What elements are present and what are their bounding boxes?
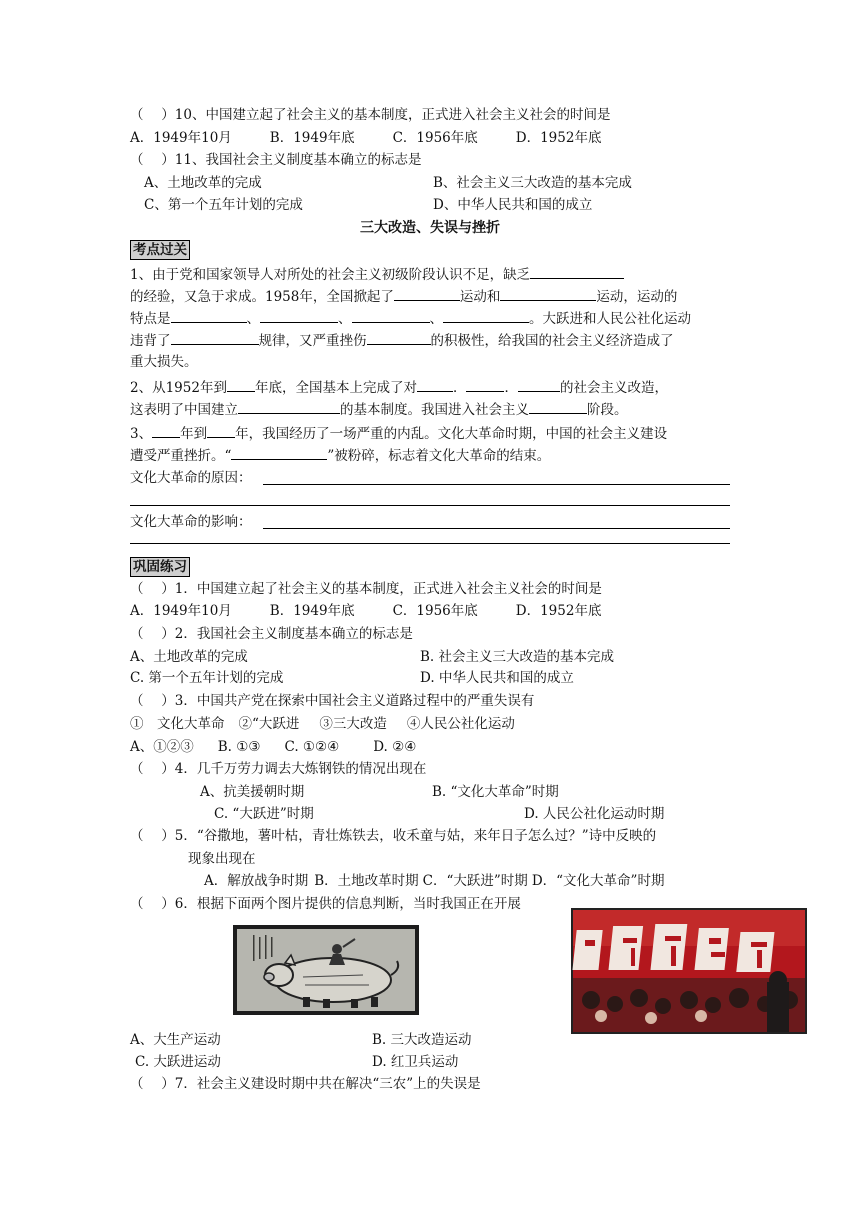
g-q2-opt-c: C. 第一个五年计划的完成 [130,670,284,686]
cause-answer-line-1[interactable] [263,484,730,485]
g-q5-opt-b: B．土地改革时期 [314,873,419,889]
blank-feature-4[interactable] [443,308,529,323]
g-q1-options [130,601,601,621]
p2-text-e: 的社会主义改造， [559,380,668,396]
q11-stem: （ ）11、我国社会主义制度基本确立的标志是 [130,152,422,168]
g-q5-opt-c: C．“大跃进”时期 [422,873,528,889]
g-q3-item-3: ③三大改造 [319,716,387,732]
p3-text-b: 年到 [180,426,208,442]
kaodian-heading: 考点过关 [130,240,190,260]
p2-text-g: 的基本制度。我国进入社会主义 [340,402,529,418]
q11-opt-b: B、社会主义三大改造的基本完成 [433,175,632,191]
p1-text-d: 运动，运动的 [596,289,678,305]
q10-stem: （ ）10、中国建立起了社会主义的基本制度，正式进入社会主义社会的时间是 [130,107,611,123]
p1-text-b: 的经验，又急于求成。1958年，全国掀起了 [130,289,394,305]
red-poster-photo [571,908,807,1034]
blank-law[interactable] [171,330,259,345]
blank-movement-2[interactable] [500,286,596,301]
p1-sep-3: 、 [429,311,443,327]
p3-text-e: ”被粉碎，标志着文化大革命的结束。 [327,448,551,464]
p1-line1 [130,264,624,284]
g-q6-opt-b: B. 三大改造运动 [372,1032,472,1048]
effect-answer-line-2[interactable] [130,543,730,544]
blank-feature-3[interactable] [352,308,430,323]
g-q1-opt-c: C．1956年底 [392,603,478,619]
blank-movement-1[interactable] [394,286,460,301]
g-q4-stem: （ ）4．几千万劳力调去大炼钢铁的情况出现在 [130,761,427,777]
g-q4-opt-d: D. 人民公社化运动时期 [524,806,665,822]
p2-text-h: 阶段。 [587,402,628,418]
blank-system[interactable] [238,399,340,414]
g-q5-opt-d: D．“文化大革命”时期 [531,873,665,889]
g-q3-opt-a: A、①②③ [130,739,194,755]
g-q2-opt-b: B. 社会主义三大改造的基本完成 [420,649,615,665]
g-q3-opt-c: C. ①②④ [284,739,340,755]
blank-group[interactable] [367,330,431,345]
blank-experience[interactable] [530,264,624,279]
q10-opt-d: D．1952年底 [515,130,602,146]
g-q7-stem: （ ）7．社会主义建设时期中共在解决“三农”上的失误是 [130,1076,481,1092]
g-q4-opt-b: B. “文化大革命”时期 [432,784,559,800]
p3-line2 [130,445,550,465]
p2-sep-1: ． [452,380,467,396]
cause-label: 文化大革命的原因： [130,470,252,486]
g-q6-stem: （ ）6．根据下面两个图片提供的信息判断，当时我国正在开展 [130,896,521,912]
g-q3-item-4: ④人民公社化运动 [406,716,515,732]
blank-gang[interactable] [231,445,327,460]
pig-cartoon-image [233,925,419,1015]
blank-transform-2[interactable] [466,377,504,392]
blank-feature-1[interactable] [171,308,247,323]
p1-line3 [130,308,691,328]
g-q1-opt-b: B．1949年底 [269,603,355,619]
g-q1-opt-d: D．1952年底 [515,603,602,619]
g-q5-options [204,871,664,891]
g-q3-item-2: ②“大跃进 [238,716,300,732]
p1-text-k: 规律，又严重挫伤 [258,333,367,349]
g-q4-opt-a: A、抗美援朝时期 [200,784,305,800]
p2-text-a: 2、从1952年到 [130,380,227,396]
pig-cartoon-svg [233,925,419,1015]
p1-line4 [130,330,674,350]
g-q2-opt-a: A、土地改革的完成 [130,649,248,665]
blank-stage[interactable] [529,399,587,414]
q11-opt-d: D、中华人民共和国的成立 [433,197,593,213]
g-q5-stem: （ ）5．“谷撒地，薯叶枯，青壮炼铁去，收禾童与姑，来年日子怎么过？”诗中反映的 [130,828,657,844]
blank-end-year[interactable] [207,423,235,438]
red-poster-svg [571,908,807,1034]
g-q5-stem-2: 现象出现在 [188,851,256,867]
g-q4-opt-c: C. “大跃进”时期 [214,806,314,822]
p3-text-a: 3、 [130,426,153,442]
g-q3-opt-b: B. ①③ [217,739,261,755]
p2-text-f: 这表明了中国建立 [130,402,238,418]
cause-answer-line-2[interactable] [130,505,730,506]
q10-opt-b: B．1949年底 [269,130,355,146]
blank-transform-1[interactable] [417,377,453,392]
g-q6-opt-c: C. 大跃进运动 [135,1054,221,1070]
p1-line2 [130,286,677,306]
p3-text-c: 年，我国经历了一场严重的内乱。文化大革命时期，中国的社会主义建设 [235,426,668,442]
p1-text-a: 1、由于党和国家领导人对所处的社会主义初级阶段认识不足，缺乏 [130,267,531,283]
p1-text-i: 。大跃进和人民公社化运动 [529,311,691,327]
q11-opt-a: A、土地改革的完成 [144,175,262,191]
effect-label: 文化大革命的影响： [130,514,252,530]
g-q3-item-1: ① 文化大革命 [130,716,225,732]
p1-line5: 重大损失。 [130,354,198,370]
g-q6-opt-a: A、大生产运动 [130,1032,221,1048]
blank-feature-2[interactable] [260,308,338,323]
g-q2-opt-d: D. 中华人民共和国的成立 [420,670,574,686]
g-q3-items [130,714,515,734]
q10-opt-c: C．1956年底 [392,130,478,146]
g-q2-stem: （ ）2．我国社会主义制度基本确立的标志是 [130,626,413,642]
gonggu-heading: 巩固练习 [130,557,190,577]
p2-line1 [130,377,668,397]
p2-sep-2: ． [504,380,518,396]
effect-answer-line-1[interactable] [263,528,730,529]
g-q3-options [130,737,416,757]
g-q3-opt-d: D. ②④ [373,739,417,755]
p3-line1 [130,423,667,443]
p1-text-l: 的积极性，给我国的社会主义经济造成了 [430,333,674,349]
p1-sep-1: 、 [246,311,260,327]
g-q5-opt-a: A．解放战争时期 [204,873,309,889]
p1-text-e: 特点是 [130,311,171,327]
p1-text-j: 违背了 [130,333,171,349]
p1-sep-2: 、 [338,311,352,327]
q10-opt-a: A．1949年10月 [130,130,232,146]
blank-transform-3[interactable] [518,377,560,392]
q10-options [130,128,601,148]
g-q3-stem: （ ）3．中国共产党在探索中国社会主义道路过程中的严重失误有 [130,693,535,709]
section-title: 三大改造、失误与挫折 [360,220,500,236]
blank-start-year[interactable] [152,423,180,438]
g-q1-opt-a: A．1949年10月 [130,603,232,619]
blank-year[interactable] [227,377,255,392]
g-q6-opt-d: D. 红卫兵运动 [372,1054,459,1070]
q11-opt-c: C、第一个五年计划的完成 [144,197,303,213]
p1-text-c: 运动和 [459,289,501,305]
p2-line2 [130,399,628,419]
p3-text-d: 遭受严重挫折。“ [130,448,232,464]
g-q1-stem: （ ）1．中国建立起了社会主义的基本制度，正式进入社会主义社会的时间是 [130,581,602,597]
p2-text-b: 年底，全国基本上完成了对 [254,380,417,396]
